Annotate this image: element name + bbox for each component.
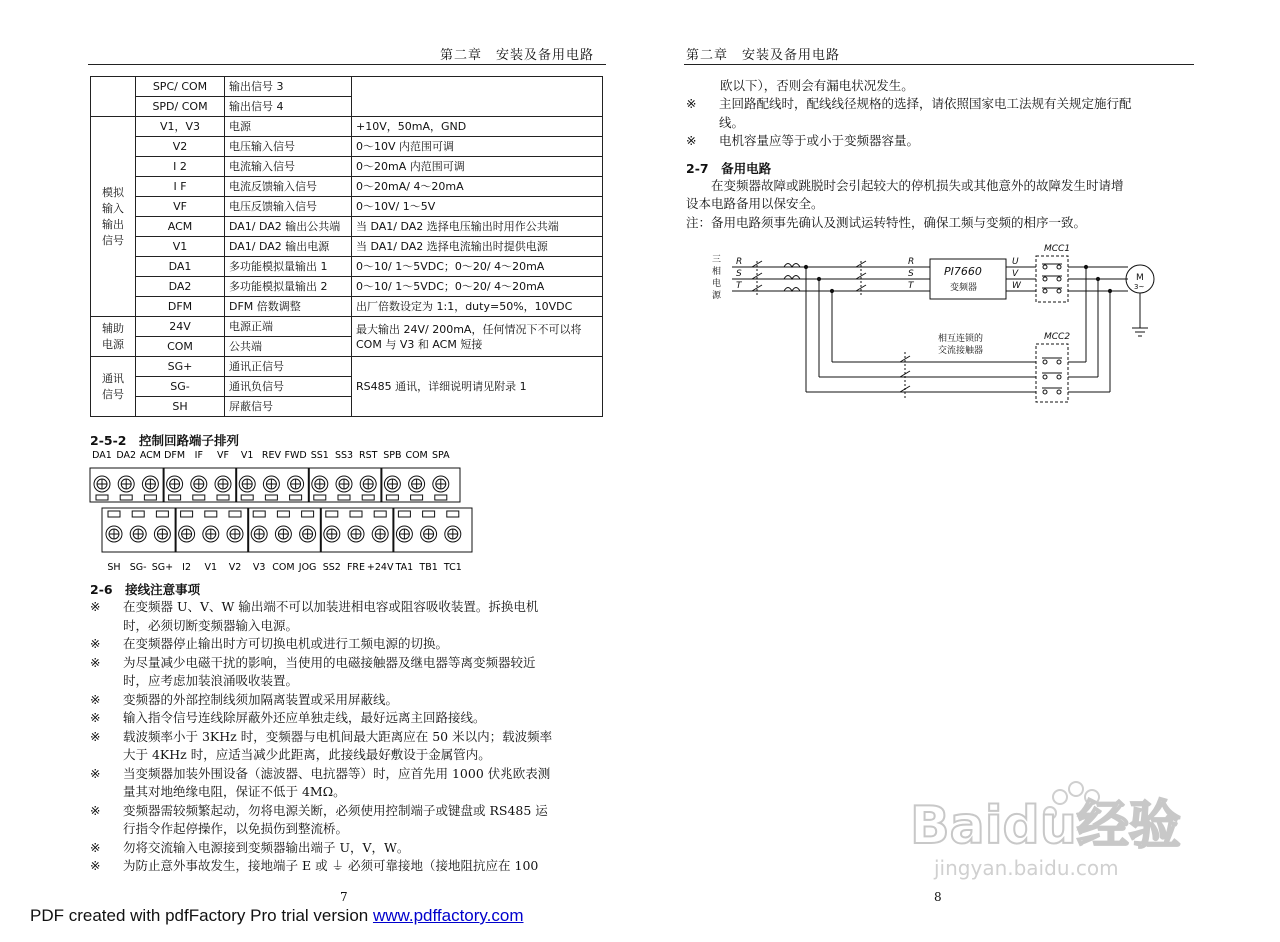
- note-mark: ※: [90, 858, 101, 873]
- table-cell-name: 电源: [225, 117, 352, 137]
- table-cell-desc: +10V，50mA，GND: [352, 117, 603, 137]
- terminal-bottom-label: JOG: [298, 562, 317, 573]
- table-cell-desc: 0～10V 内范围可调: [352, 137, 603, 157]
- page-number-left: 7: [340, 890, 348, 904]
- table-cell-desc: 0～20mA/ 4～20mA: [352, 177, 603, 197]
- note-item: [686, 132, 1196, 151]
- table-cell-code: DA2: [136, 277, 225, 297]
- terminal-screw-bottom: [203, 526, 219, 542]
- table-group-comm: 通讯 信号: [91, 357, 136, 417]
- terminal-screw-bottom: [324, 526, 340, 542]
- terminal-top-label: SS1: [310, 450, 329, 461]
- phase-t-in: T: [736, 281, 742, 291]
- terminal-top-label: ACM: [139, 450, 161, 461]
- note-item: [90, 598, 600, 635]
- table-cell-name: 通讯正信号: [225, 357, 352, 377]
- table-cell-desc: 0～20mA 内范围可调: [352, 157, 603, 177]
- terminal-screw-bottom: [445, 526, 461, 542]
- terminal-top-label: SS3: [334, 450, 354, 461]
- note-mark: ※: [90, 636, 101, 651]
- table-cell-code: I 2: [136, 157, 225, 177]
- table-cell-name: 多功能模拟量输出 2: [225, 277, 352, 297]
- note-line: 载波频率小于 3KHz 时，变频器与电机间最大距离应在 50 米以内；载波频率: [123, 728, 553, 744]
- note-line: 量其对地绝缘电阻，保证不低于 4MΩ。: [123, 784, 346, 799]
- terminal-top-label: REV: [261, 450, 281, 461]
- table-group-aux: 辅助 电源: [91, 317, 136, 357]
- table-cell-code: DFM: [136, 297, 225, 317]
- note-line: 变频器的外部控制线须加隔离装置或采用屏蔽线。: [123, 691, 399, 707]
- section-2-5-2-title: 2-5-2 控制回路端子排列: [90, 433, 239, 448]
- terminal-screw-bottom: [372, 526, 388, 542]
- table-cell-aux-desc: 最大输出 24V/ 200mA，任何情况下不可以将 COM 与 V3 和 ACM 短接: [352, 317, 603, 357]
- inv-t: T: [908, 281, 914, 291]
- terminal-screw-top: [142, 476, 158, 492]
- note-line: 主回路配线时，配线线径规格的选择，请依照国家电工法规有关规定施行配: [719, 96, 1132, 111]
- table-cell-code: V1，V3: [136, 117, 225, 137]
- section-2-7-title: 2-7 备用电路: [686, 161, 772, 176]
- terminal-screw-bottom: [300, 526, 316, 542]
- terminal-screw-top: [215, 476, 231, 492]
- table-cell-name: 电压反馈输入信号: [225, 197, 352, 217]
- note-line: 为防止意外事故发生，接地端子 E 或 ⏚ 必须可靠接地（接地阻抗应在 100: [123, 858, 539, 873]
- table-cell-name: 电源正端: [225, 317, 352, 337]
- note-item: [90, 839, 600, 858]
- terminal-bottom-label: FRE: [346, 562, 366, 573]
- note-line: 线。: [719, 114, 745, 130]
- note-mark: ※: [686, 96, 697, 111]
- terminal-screw-bottom: [348, 526, 364, 542]
- terminal-screw-bottom: [227, 526, 243, 542]
- terminal-bottom-label: SS2: [322, 562, 341, 573]
- terminal-top-label: FWD: [284, 450, 307, 461]
- interlock-label-1: 相互连锁的: [938, 334, 984, 344]
- table-cell-name: DA1/ DA2 输出电源: [225, 237, 352, 257]
- table-cell-code: DA1: [136, 257, 225, 277]
- note-line: 时，应考虑加装浪涌吸收装置。: [123, 673, 299, 688]
- header-rule-left: [88, 64, 606, 65]
- note-item: [90, 691, 600, 710]
- terminal-screw-top: [118, 476, 134, 492]
- note-item: [90, 654, 600, 691]
- table-cell-name: 电压输入信号: [225, 137, 352, 157]
- table-cell-name: 通讯负信号: [225, 377, 352, 397]
- note-line: 电机容量应等于或小于变频器容量。: [719, 133, 920, 148]
- source-label-4: 源: [712, 291, 722, 301]
- mcc1-label: MCC1: [1044, 244, 1071, 254]
- terminal-screw-bottom: [275, 526, 291, 542]
- terminal-screw-bottom: [130, 526, 146, 542]
- table-cell-code: ACM: [136, 217, 225, 237]
- pdffactory-link[interactable]: www.pdffactory.com: [372, 906, 524, 925]
- page-header-left: 第二章 安装及备用电路: [440, 48, 595, 63]
- terminal-bottom-label: COM: [272, 562, 295, 573]
- terminal-bottom-label: V1: [204, 562, 218, 573]
- table-cell-desc: 当 DA1/ DA2 选择电流输出时提供电源: [352, 237, 603, 257]
- signal-table: [90, 76, 603, 417]
- terminal-bottom-label: SH: [107, 562, 121, 573]
- note-item: [90, 857, 600, 876]
- note-line: 在变频器停止输出时方可切换电机或进行工频电源的切换。: [123, 636, 449, 651]
- watermark-brand: Baidu经验: [910, 796, 1181, 856]
- terminal-screw-top: [312, 476, 328, 492]
- interlock-label-2: 交流接触器: [938, 346, 984, 356]
- source-label-2: 相: [712, 267, 722, 277]
- note-mark: ※: [90, 654, 101, 670]
- terminal-top-label: VF: [217, 450, 229, 461]
- note-line: 变频器需较频繁起动，勿将电源关断，必须使用控制端子或键盘或 RS485 运: [123, 802, 548, 818]
- table-cell-code: V2: [136, 137, 225, 157]
- table-cell-name: 屏蔽信号: [225, 397, 352, 417]
- pdf-footer: [30, 906, 524, 926]
- terminal-top-label: SPA: [431, 450, 450, 461]
- note-line: 输入指令信号连线除屏蔽外还应单独走线，最好远离主回路接线。: [123, 710, 486, 725]
- table-cell-code: VF: [136, 197, 225, 217]
- terminal-bottom-label: V2: [228, 562, 242, 573]
- motor-sub-label: 3~: [1134, 283, 1145, 291]
- terminal-screw-bottom: [179, 526, 195, 542]
- note-line: 勿将交流输入电源接到变频器输出端子 U，V，W。: [123, 839, 410, 855]
- table-cell-name: 多功能模拟量输出 1: [225, 257, 352, 277]
- table-cell-desc: 0～10V/ 1～5V: [352, 197, 603, 217]
- terminal-screw-top: [263, 476, 279, 492]
- note-item: [90, 765, 600, 802]
- table-cell-name: 输出信号 3: [225, 77, 352, 97]
- terminal-screw-top: [288, 476, 304, 492]
- note-line: 大于 4KHz 时，应适当减少此距离，此接线最好敷设于金属管内。: [123, 747, 491, 762]
- mcc2-label: MCC2: [1044, 332, 1071, 342]
- watermark-url: jingyan.baidu.com: [934, 856, 1119, 880]
- note-line: 在变频器 U、V、W 输出端不可以加装进相电容或阻容吸收装置。拆换电机: [123, 599, 539, 614]
- motor-label: M: [1136, 273, 1144, 283]
- terminal-bottom-label: SG-: [129, 562, 147, 573]
- table-cell-code: COM: [136, 337, 225, 357]
- table-cell-comm-desc: RS485 通讯，详细说明请见附录 1: [352, 357, 603, 417]
- terminal-screw-top: [191, 476, 207, 492]
- terminal-top-label: SPB: [383, 450, 402, 461]
- table-cell-name: 输出信号 4: [225, 97, 352, 117]
- page-number-right: 8: [934, 890, 942, 904]
- terminal-bottom-label: SG+: [151, 562, 174, 573]
- note-mark: ※: [90, 839, 101, 855]
- table-cell-desc-blank: [352, 77, 603, 117]
- out-u: U: [1012, 257, 1019, 267]
- terminal-top-label: DA1: [92, 450, 112, 461]
- table-cell-code: SG+: [136, 357, 225, 377]
- section-2-7-note: 注：备用电路须事先确认及测试运转特性，确保工频与变频的相序一致。: [686, 215, 1087, 230]
- terminal-bottom-label: TA1: [395, 562, 414, 573]
- note-line: 当变频器加装外围设备（滤波器、电抗器等）时，应首先用 1000 伏兆欧表测: [123, 765, 551, 781]
- continued-text: 欧以下），否则会有漏电状况发生。: [720, 78, 914, 93]
- terminal-screw-bottom: [154, 526, 170, 542]
- pdf-footer-text: PDF created with pdfFactory Pro trial version: [30, 906, 373, 925]
- inverter-name: 变频器: [950, 283, 978, 293]
- terminal-bottom-label: TC1: [443, 562, 462, 573]
- terminal-top-label: DFM: [164, 450, 186, 461]
- table-cell-code: SG-: [136, 377, 225, 397]
- terminal-bottom-label: I2: [182, 562, 192, 573]
- note-mark: ※: [686, 133, 697, 148]
- table-cell-name: 电流输入信号: [225, 157, 352, 177]
- terminal-top-label: COM: [405, 450, 428, 461]
- note-mark: ※: [90, 765, 101, 781]
- table-cell-name: DFM 倍数调整: [225, 297, 352, 317]
- terminal-top-label: V1: [240, 450, 254, 461]
- note-line: 行指令作起停操作，以免损伤到整流桥。: [123, 821, 349, 836]
- table-cell-desc: 当 DA1/ DA2 选择电压输出时用作公共端: [352, 217, 603, 237]
- phase-r-in: R: [736, 257, 743, 267]
- note-item: [90, 802, 600, 839]
- note-mark: ※: [90, 728, 101, 744]
- table-cell-code: I F: [136, 177, 225, 197]
- table-cell-code: V1: [136, 237, 225, 257]
- terminal-top-label: DA2: [116, 450, 137, 461]
- terminal-bottom-label: V3: [252, 562, 266, 573]
- inv-r: R: [908, 257, 915, 267]
- table-cell-desc: 0～10/ 1～5VDC；0～20/ 4～20mA: [352, 277, 603, 297]
- terminal-top-label: IF: [194, 450, 203, 461]
- table-cell-name: 电流反馈输入信号: [225, 177, 352, 197]
- terminal-screw-top: [94, 476, 110, 492]
- note-item: [686, 95, 1196, 132]
- terminal-screw-top: [239, 476, 255, 492]
- terminal-top-label: RST: [358, 450, 378, 461]
- note-item: [90, 635, 600, 654]
- table-cell-name: DA1/ DA2 输出公共端: [225, 217, 352, 237]
- table-cell-code: SPC/ COM: [136, 77, 225, 97]
- note-mark: ※: [90, 802, 101, 818]
- note-item: [90, 728, 600, 765]
- terminal-screw-bottom: [396, 526, 412, 542]
- section-2-7-para-line2: 设本电路备用以保安全。: [686, 196, 824, 211]
- terminal-screw-bottom: [251, 526, 267, 542]
- inv-s: S: [908, 269, 914, 279]
- terminal-screw-top: [167, 476, 183, 492]
- watermark: [900, 775, 1200, 889]
- out-v: V: [1012, 269, 1019, 279]
- terminal-screw-bottom: [421, 526, 437, 542]
- table-cell-code: 24V: [136, 317, 225, 337]
- note-line: 为尽量减少电磁干扰的影响，当使用的电磁接触器及继电器等离变频器较近: [123, 654, 536, 670]
- terminal-bottom-label: TB1: [419, 562, 438, 573]
- table-cell-code: SH: [136, 397, 225, 417]
- inverter-model: PI7660: [944, 265, 982, 278]
- table-cell-code: SPD/ COM: [136, 97, 225, 117]
- header-rule-right: [684, 64, 1194, 65]
- phase-s-in: S: [736, 269, 742, 279]
- terminal-screw-top: [433, 476, 449, 492]
- out-w: W: [1012, 281, 1021, 291]
- page-header-right: 第二章 安装及备用电路: [686, 48, 841, 63]
- terminal-block-diagram: [88, 446, 480, 576]
- note-line: 时，必须切断变频器输入电源。: [123, 617, 299, 633]
- table-group-blank: [91, 77, 136, 117]
- terminal-bottom-label: +24V: [366, 562, 394, 573]
- note-item: [90, 709, 600, 728]
- terminal-screw-bottom: [106, 526, 122, 542]
- terminal-screw-top: [336, 476, 352, 492]
- section-2-6-title: 2-6 接线注意事项: [90, 582, 201, 597]
- table-cell-desc: 出厂倍数设定为 1:1，duty=50%，10VDC: [352, 297, 603, 317]
- note-mark: ※: [90, 691, 101, 707]
- terminal-screw-top: [360, 476, 376, 492]
- table-cell-name: 公共端: [225, 337, 352, 357]
- section-2-7-para-line1: 在变频器故障或跳脱时会引起较大的停机损失或其他意外的故障发生时请增: [686, 178, 1124, 193]
- source-label-1: 三: [712, 255, 722, 265]
- terminal-screw-top: [409, 476, 425, 492]
- table-group-analog: 模拟 输入 输出 信号: [91, 117, 136, 317]
- backup-circuit-diagram: [708, 240, 1178, 420]
- note-mark: ※: [90, 710, 101, 725]
- table-cell-desc: 0～10/ 1～5VDC；0～20/ 4～20mA: [352, 257, 603, 277]
- note-mark: ※: [90, 599, 101, 614]
- source-label-3: 电: [712, 279, 722, 289]
- terminal-screw-top: [384, 476, 400, 492]
